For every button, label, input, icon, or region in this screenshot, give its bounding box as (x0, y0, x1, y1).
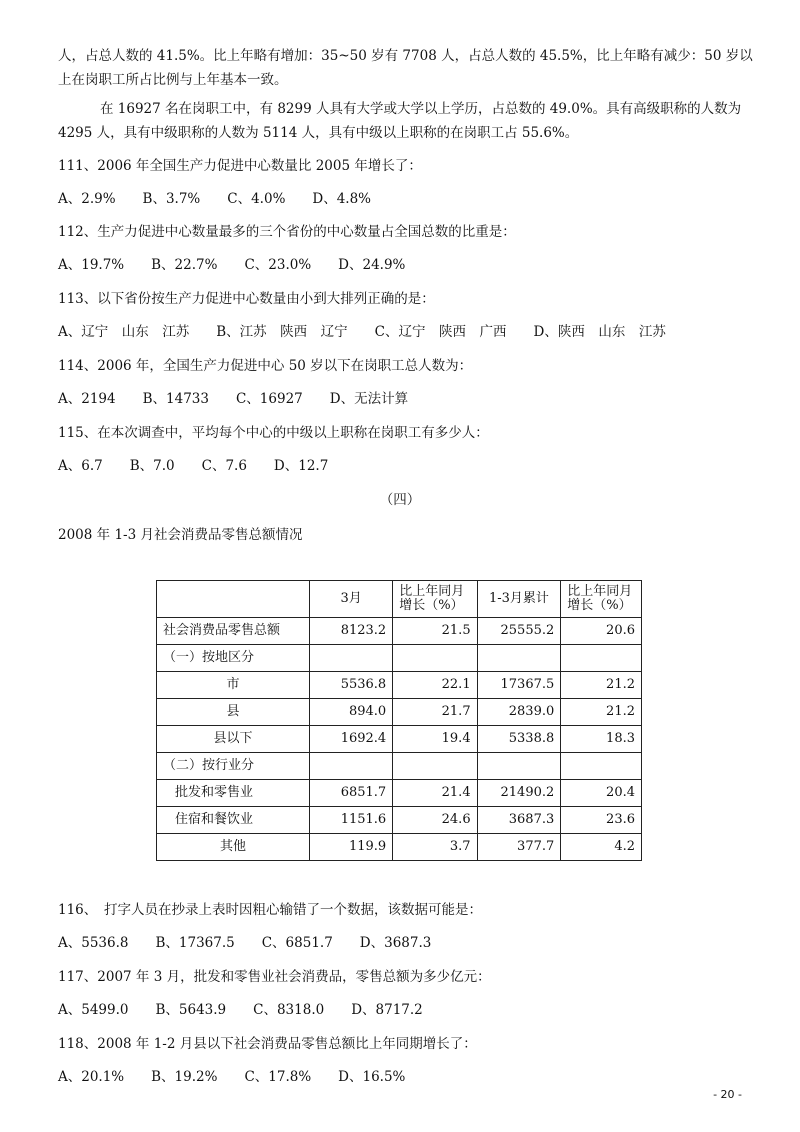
table-row (157, 645, 642, 672)
value-cell: 21.5 (393, 618, 477, 645)
value-cell: 377.7 (477, 834, 561, 861)
value-cell: 1692.4 (310, 726, 393, 753)
options-114: A、2194 B、14733 C、16927 D、无法计算 (58, 391, 409, 407)
table-header-row (157, 581, 642, 618)
paragraph-line: 上在岗职工所占比例与上年基本一致。 (58, 72, 288, 88)
question-117: 117、2007 年 3 月，批发和零售业社会消费品，零售总额为多少亿元： (58, 969, 491, 985)
options-112: A、19.7% B、22.7% C、23.0% D、24.9% (58, 257, 406, 273)
options-113: A、辽宁 山东 江苏 B、江苏 陕西 辽宁 C、辽宁 陕西 广西 D、陕西 山东 江苏 (58, 324, 666, 340)
row-label-cell: （一）按地区分 (157, 645, 310, 672)
value-cell (477, 753, 561, 780)
options-115: A、6.7 B、7.0 C、7.6 D、12.7 (58, 458, 329, 474)
table-row (157, 699, 642, 726)
question-116: 116、 打字人员在抄录上表时因粗心输错了一个数据，该数据可能是： (58, 902, 483, 918)
value-cell (310, 753, 393, 780)
table-header-cell: 3月 (310, 581, 393, 618)
table-row (157, 807, 642, 834)
value-cell: 20.4 (561, 780, 642, 807)
table-row (157, 753, 642, 780)
value-cell: 894.0 (310, 699, 393, 726)
table-row (157, 618, 642, 645)
section-heading: （四） (379, 492, 421, 508)
value-cell: 3687.3 (477, 807, 561, 834)
table-row (157, 834, 642, 861)
question-111: 111、2006 年全国生产力促进中心数量比 2005 年增长了： (58, 158, 422, 174)
row-label-cell: 住宿和餐饮业 (157, 807, 310, 834)
page-number: - 20 - (713, 1088, 742, 1101)
question-114: 114、2006 年，全国生产力促进中心 50 岁以下在岗职工总人数为： (58, 358, 473, 374)
value-cell: 5338.8 (477, 726, 561, 753)
table-header-cell: 比上年同月 增长（%） (393, 581, 477, 618)
value-cell: 3.7 (393, 834, 477, 861)
value-cell: 21.7 (393, 699, 477, 726)
row-label-cell: 其他 (157, 834, 310, 861)
value-cell (477, 645, 561, 672)
value-cell: 18.3 (561, 726, 642, 753)
value-cell: 20.6 (561, 618, 642, 645)
value-cell: 22.1 (393, 672, 477, 699)
value-cell (561, 645, 642, 672)
table-header-cell: 1-3月累计 (477, 581, 561, 618)
value-cell: 1151.6 (310, 807, 393, 834)
question-112: 112、生产力促进中心数量最多的三个省份的中心数量占全国总数的比重是： (58, 224, 516, 240)
question-118: 118、2008 年 1-2 月县以下社会消费品零售总额比上年同期增长了： (58, 1036, 477, 1052)
row-label-cell: 县 (157, 699, 310, 726)
options-117: A、5499.0 B、5643.9 C、8318.0 D、8717.2 (58, 1002, 423, 1018)
row-label-cell: 批发和零售业 (157, 780, 310, 807)
value-cell: 23.6 (561, 807, 642, 834)
options-118: A、20.1% B、19.2% C、17.8% D、16.5% (58, 1069, 406, 1085)
retail-sales-table (156, 580, 642, 861)
value-cell: 24.6 (393, 807, 477, 834)
value-cell: 2839.0 (477, 699, 561, 726)
value-cell (310, 645, 393, 672)
value-cell: 25555.2 (477, 618, 561, 645)
table-row (157, 726, 642, 753)
row-label-cell: （二）按行业分 (157, 753, 310, 780)
paragraph-line: 在 16927 名在岗职工中，有 8299 人具有大学或大学以上学历，占总数的 49.0%。具有高级职称的人数为 (100, 101, 742, 117)
value-cell: 5536.8 (310, 672, 393, 699)
value-cell (393, 753, 477, 780)
value-cell: 17367.5 (477, 672, 561, 699)
table-header-cell (157, 581, 310, 618)
paragraph-line: 4295 人，具有中级职称的人数为 5114 人，具有中级以上职称的在岗职工占 55.6%。 (58, 125, 579, 141)
value-cell: 19.4 (393, 726, 477, 753)
row-label-cell: 县以下 (157, 726, 310, 753)
value-cell: 6851.7 (310, 780, 393, 807)
value-cell: 21.4 (393, 780, 477, 807)
value-cell: 21.2 (561, 672, 642, 699)
table-row (157, 780, 642, 807)
table-title: 2008 年 1-3 月社会消费品零售总额情况 (58, 527, 303, 543)
options-116: A、5536.8 B、17367.5 C、6851.7 D、3687.3 (58, 935, 432, 951)
value-cell: 21490.2 (477, 780, 561, 807)
paragraph-line: 人，占总人数的 41.5%。比上年略有增加：35~50 岁有 7708 人，占总人数的 45.5%，比上年略有减少：50 岁以 (58, 48, 753, 64)
question-113: 113、以下省份按生产力促进中心数量由小到大排列正确的是： (58, 291, 435, 307)
value-cell: 21.2 (561, 699, 642, 726)
options-111: A、2.9% B、3.7% C、4.0% D、4.8% (58, 191, 372, 207)
question-115: 115、在本次调查中，平均每个中心的中级以上职称在岗职工有多少人： (58, 425, 489, 441)
value-cell (561, 753, 642, 780)
value-cell: 119.9 (310, 834, 393, 861)
table-header-cell: 比上年同月 增长（%） (561, 581, 642, 618)
table-row (157, 672, 642, 699)
row-label-cell: 市 (157, 672, 310, 699)
value-cell: 4.2 (561, 834, 642, 861)
value-cell: 8123.2 (310, 618, 393, 645)
value-cell (393, 645, 477, 672)
row-label-cell: 社会消费品零售总额 (157, 618, 310, 645)
